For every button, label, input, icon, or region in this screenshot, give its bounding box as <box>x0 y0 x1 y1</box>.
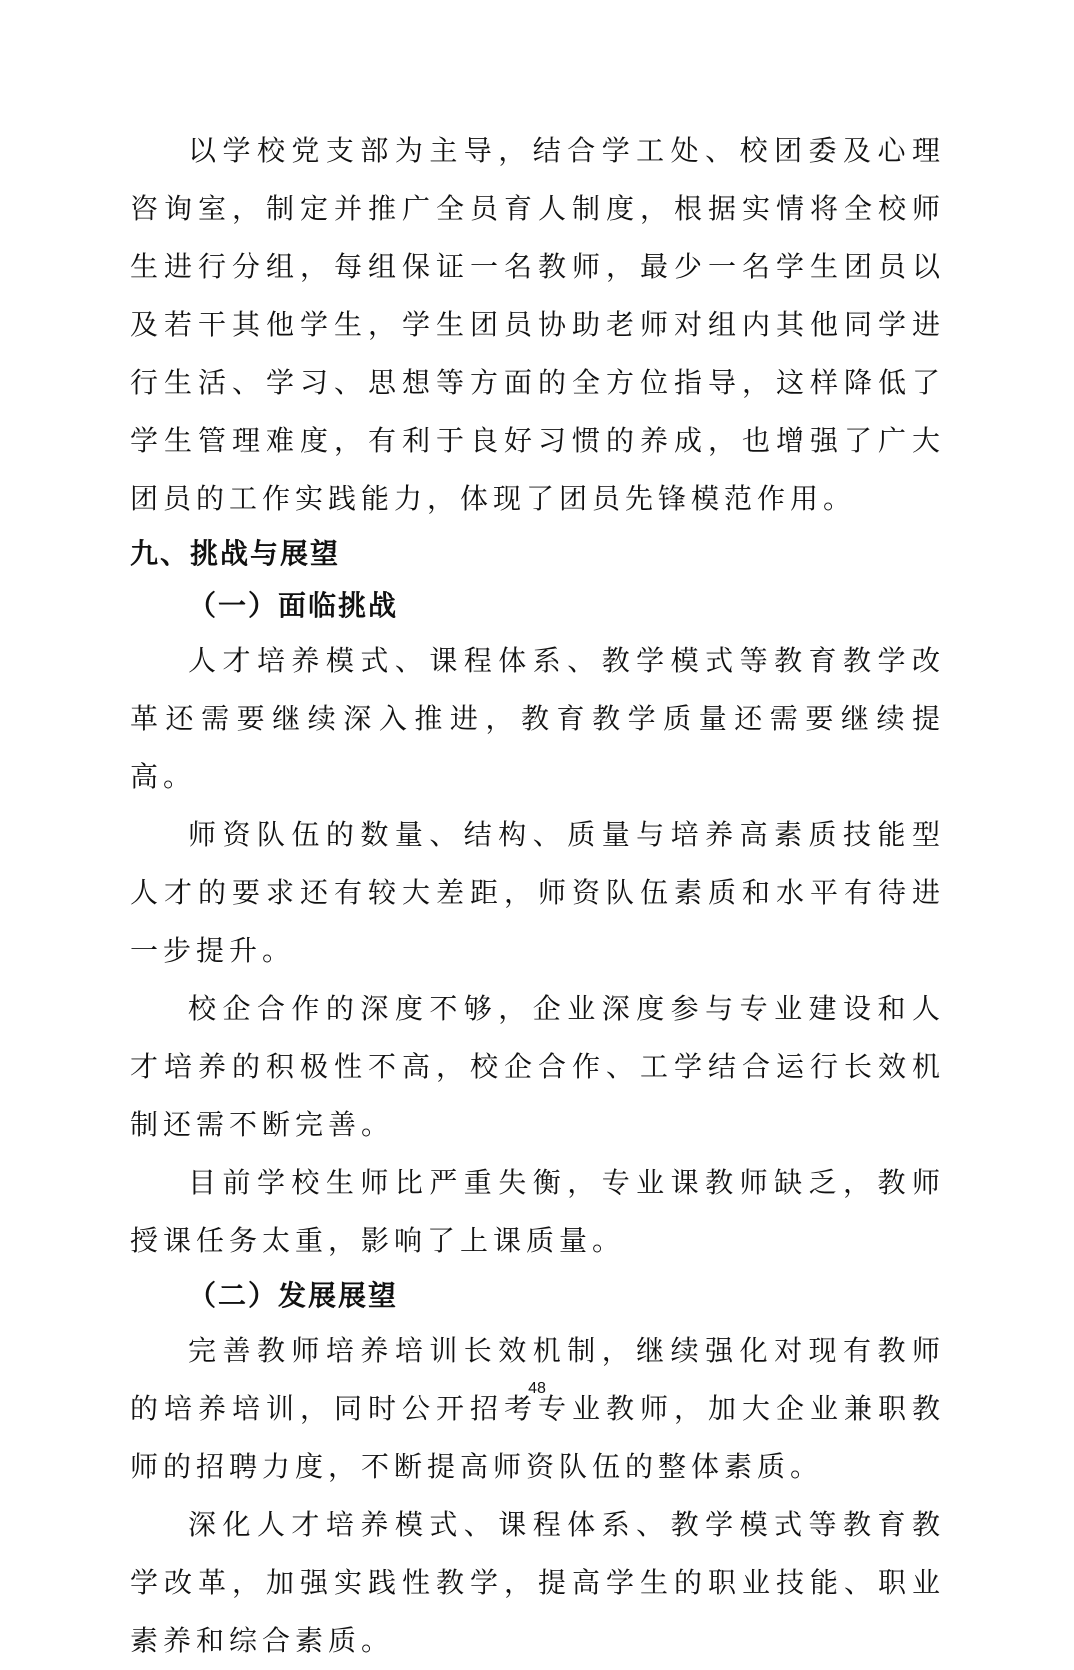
paragraph: 人才培养模式、课程体系、教学模式等教育教学改革还需要继续深入推进，教育教学质量还需要继续提高。 <box>130 644 945 793</box>
paragraph: 深化人才培养模式、课程体系、教学模式等教育教学改革，加强实践性教学，提高学生的职业技能、职业素养和综合素质。 <box>130 1508 945 1657</box>
subsection-heading-outlook: （二）发展展望 <box>188 1279 399 1312</box>
paragraph: 师资队伍的数量、结构、质量与培养高素质技能型人才的要求还有较大差距，师资队伍素质和水平有待进一步提升。 <box>130 818 945 967</box>
paragraph: 以学校党支部为主导，结合学工处、校团委及心理咨询室，制定并推广全员育人制度，根据实情将全校师生进行分组，每组保证一名教师，最少一名学生团员以及若干其他学生，学生团员协助老师对组内其他同学进行生活、学习、思想等方面的全方位指导，这样降低了学生管理难度，有利于良好习惯的养成，也增强了广大团员的工作实践能力，体现了团员先锋模范作用。 <box>130 134 945 515</box>
page-number: 48 <box>528 1380 546 1397</box>
paragraph: 校企合作的深度不够，企业深度参与专业建设和人才培养的积极性不高，校企合作、工学结合运行长效机制还需不断完善。 <box>130 992 945 1141</box>
section-heading: 九、挑战与展望 <box>130 537 341 570</box>
paragraph: 完善教师培养培训长效机制，继续强化对现有教师的培养培训，同时公开招考专业教师，加大企业兼职教师的招聘力度，不断提高师资队伍的整体素质。 <box>130 1334 945 1483</box>
document-body <box>130 122 945 1670</box>
paragraph: 目前学校生师比严重失衡，专业课教师缺乏，教师授课任务太重，影响了上课质量。 <box>130 1166 945 1257</box>
subsection-heading-challenges: （一）面临挑战 <box>188 589 399 622</box>
